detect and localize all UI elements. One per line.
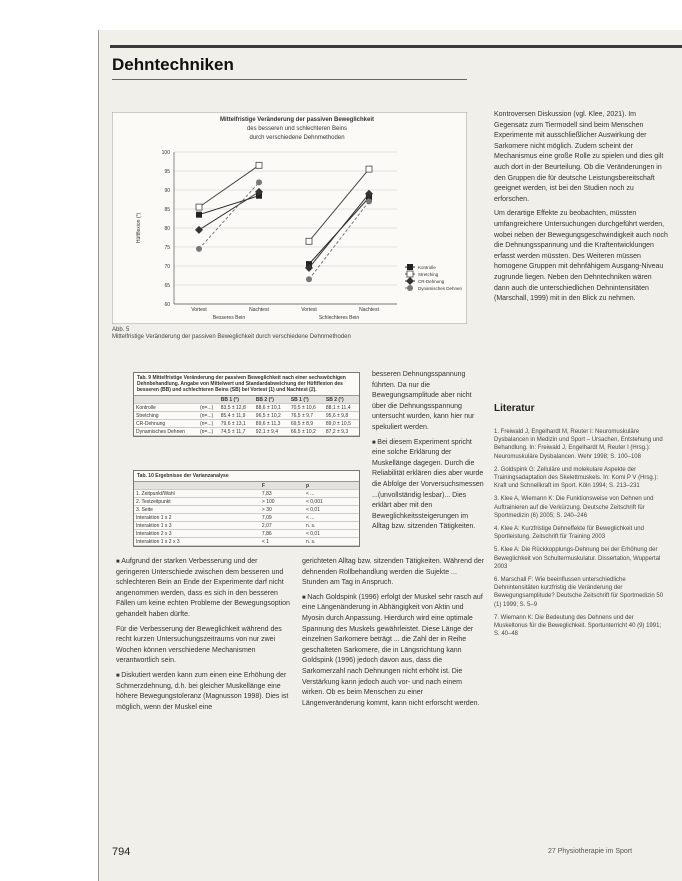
table-cell: 2. Testzeitpunkt: [134, 498, 260, 506]
chart-title-line: Mittelfristige Veränderung der passiven Beweglichkeit: [219, 117, 375, 123]
literature-item: 5. Klee A: Die Rückkopplungs-Dehnung bei der Erhöhung der Beweglichkeit von Schultermuskulatur. Dissertation, Wuppertal 2003: [494, 547, 661, 570]
y-tick-label: 100: [161, 150, 170, 156]
y-tick-label: 60: [164, 302, 170, 308]
figure-caption-label: Abb. 5: [112, 327, 130, 333]
table-row: [134, 412, 359, 420]
table-caption: Tab. 10 Ergebnisse der Varianzanalyse: [134, 471, 359, 482]
table-cell: 87,2 ± 9,3: [324, 428, 359, 436]
x-tick-label: Vortest: [191, 307, 207, 313]
table-header-cell: F: [260, 482, 304, 490]
literature-list: [494, 428, 668, 643]
right-column-paragraph: Kontroversen Diskussion (vgl. Klee, 2021). Im Gegensatz zum Tiermodell sind beim Menschen Experimente mit ausschließlicher Auswirkung der Sarkomere nicht möglich. Zudem scheint der Mechanismus eine große Rolle zu spielen und dies gilt auch dort in der Beurteilung. Ob die Veränderungen in den Gruppen die für deutsche Leistungsbereitschaft geeignet werden, ist bei den Studien noch zu erforschen.: [494, 111, 664, 203]
table-header-cell: [198, 396, 219, 404]
title-rule: [112, 79, 467, 80]
left-column-paragraph: ■ Diskutiert werden kann zum einen eine Erhöhung der Schmerzdehnung, d.h. bei gleicher Muskellänge eine höhere Bewegungstoleranz (Magnusson 1998). Dies ist möglich, wenn der Muskel eine: [116, 671, 292, 713]
table-header-cell: BB 1 (°): [219, 396, 254, 404]
data-point: [407, 271, 413, 277]
left-column-paragraph: Für die Verbesserung der Beweglichkeit während des recht kurzen Untersuchungszeitraums von nur zwei Wochen können verschiedene Mechanismen verantwortlich sein.: [116, 625, 282, 665]
table-header-cell: [134, 482, 260, 490]
data-point: [366, 166, 372, 172]
left-column-paragraph: ■ Aufgrund der starken Verbesserung und der geringeren Unterschiede zwischen dem besseren und schlechteren Bein an Ende der Experimente darf nicht angenommen werden, dass es sich in den besseren Fällen um keine echten Probleme der Bewegungsoption gehandelt haben dürfte.: [116, 557, 292, 621]
y-tick-label: 90: [164, 188, 170, 194]
table-cell: 92,1 ± 9,4: [254, 428, 289, 436]
table-cell: < 0,01: [304, 530, 359, 538]
data-point: [407, 264, 413, 270]
table-cell: 85,4 ± 11,9: [219, 412, 254, 420]
table-cell: 2,07: [260, 522, 304, 530]
middle-column-paragraph: ■ Bei diesem Experiment spricht eine solche Erklärung der Muskellänge dagegen. Durch die Reliabilität erklären dies aber wurde die Abfolge der Vorversuchsmessen ...(unvollständig lesbar)... Dies erklärt aber mit den Beweglichkeitssteigerungen im Alltag bzw. sitzenden Tätigkeiten.: [372, 438, 484, 533]
middle-column-bottom-paragraph: ■ Nach Goldspink (1996) erfolgt der Muskel sehr rasch auf eine Längenänderung in Abhängigkeit von Aktin und Myosin durch Anpassung. Hierdurch wird eine optimale Spannung des Muskels gewährleistet. Diese Länge der einzelnen Sarkomere beträgt ... die Zahl der in Reihe geschalteten Sarkomere, die in Längsrichtung kann Goldspink (1996) jedoch davon aus, dass die Sarkomerzahl nach Dehnungen nicht erhöht ist. Die Verstärkung kann jedoch auch vor- und nach einem wirken. Ob es beim Menschen zu einer Längenveränderung kommt, kann nicht erforscht werden.: [302, 593, 484, 710]
legend-label: Kontrolle: [418, 265, 436, 270]
table-cell: 95,6 ± 9,8: [324, 412, 359, 420]
table-cell: (n=...): [198, 428, 219, 436]
data-point: [256, 179, 262, 185]
table-header-cell: BB 2 (°): [254, 396, 289, 404]
table-row: [134, 428, 359, 436]
header-bar: [110, 45, 682, 48]
anova-table: [133, 470, 360, 547]
middle-column-bottom: [302, 557, 484, 713]
y-tick-label: 95: [164, 169, 170, 175]
table-cell: 70,5 ± 10,6: [289, 404, 324, 412]
literature-item: 1. Freiwald J, Engelhardt M, Reuter I: Neuromuskuläre Dysbalancen in Medizin und Sport – Ursachen, Entstehung und Behandlung. In: Freiwald J, Engelhardt M, Reuter I (Hrsg.): Neuromuskuläre Dysbalancen. Wehr 1998; S. 100–108: [494, 429, 663, 460]
table-cell: 1. Zeitpunkt/Wahl: [134, 490, 260, 498]
table-cell: 89,6 ± 11,3: [254, 420, 289, 428]
table-cell: n. s.: [304, 522, 359, 530]
page-number: 794: [112, 846, 131, 858]
right-column: [494, 110, 668, 309]
table-cell: 7,09: [260, 514, 304, 522]
table-row: [134, 404, 359, 412]
table-cell: 3. Seite: [134, 506, 260, 514]
literature-item: 2. Goldspink G: Zelluläre und molekulare Aspekte der Trainingsadaptation des Skelettmuskels. In: Komi P V (Hrsg.): Kraft und Schnellkraft im Sport. Köln 1994; S. 213–231: [494, 466, 659, 490]
table-row: [134, 506, 359, 514]
right-column-paragraph: Um derartige Effekte zu beobachten, müssten umfangreichere Untersuchungen durchgeführt werden, wobei neben der Bewegungsgeschwindigkeit auch noch die Dehnungsspannung und die Kraftentwicklungen erfasst werden müssten. Des Weiteren müssen homogene Gruppen mit dehnfähigem Ausgang-Niveau zugrunde liegen. Neben den Dehntechniken wären dann auch die unterschiedlichen Dehnintensitäten (Marschall, 1999) mit in den Blick zu nehmen.: [494, 210, 668, 303]
table-cell: 89,0 ± 10,5: [324, 420, 359, 428]
table-cell: n. s.: [304, 538, 359, 546]
middle-column-top: [372, 370, 484, 537]
table-cell: 76,5 ± 9,7: [289, 412, 324, 420]
literature-item: 7. Wiemann K: Die Bedeutung des Dehnens und der Muskeltonus für die Beweglichkeit. Sportunterricht 40 (9) 1991; S. 40–48: [494, 614, 662, 638]
figure-caption: [112, 327, 467, 341]
data-point: [306, 238, 312, 244]
table-cell: < ...: [304, 490, 359, 498]
table-cell: 69,5 ± 8,9: [289, 420, 324, 428]
y-axis-label: Hüftflexion (°): [136, 212, 142, 244]
table-cell: Interaktion 1 x 2 x 3: [134, 538, 260, 546]
table-cell: 88,6 ± 10,1: [254, 404, 289, 412]
table-cell: 7,83: [260, 490, 304, 498]
table-caption: Tab. 9 Mittelfristige Veränderung der passiven Beweglichkeit nach einer sechswöchigen Dehnbehandlung. Angabe von Mittelwert und Standardabweichung der Hüftflexion des besseren (BB) und schlechteren Beins (SB) bei Vortest (1) und Nachtest (2).: [134, 373, 359, 396]
middle-column-paragraph: besseren Dehnungsspannung führten. Da nur die Bewegungsamplitude aber nicht über die Dehnungsspannung untersucht wurden, kann hier nur spekuliert werden.: [372, 371, 475, 431]
table-cell: 66,5 ± 10,2: [289, 428, 324, 436]
data-point: [366, 198, 372, 204]
results-table: [133, 372, 360, 437]
data-point: [196, 212, 202, 218]
table-cell: (n=...): [198, 412, 219, 420]
table-cell: (n=...): [198, 404, 219, 412]
literature-item: 4. Klee A: Kurzfristige Dehneffekte für Beweglichkeit und Sportleistung. Zeitschrift für Training 2003: [494, 526, 644, 541]
x-tick-label: Vortest: [301, 307, 317, 313]
table-row: [134, 490, 359, 498]
table-cell: CR-Dehnung: [134, 420, 198, 428]
literature-item: 6. Marschall F: Wie beeinflussen unterschiedliche Dehnintensitäten kurzfristig die Veränderung der Bewegungsamplitude? Deutsche Zeitschrift für Sportmedizin 50 (1) 1999; S. 5–9: [494, 577, 664, 608]
table-cell: 74,5 ± 11,7: [219, 428, 254, 436]
y-tick-label: 65: [164, 283, 170, 289]
legend-label: Stretching: [418, 272, 439, 277]
running-footer: 27 Physiotherapie im Sport: [548, 848, 633, 855]
table-header-cell: p: [304, 482, 359, 490]
table-row: [134, 514, 359, 522]
y-tick-label: 80: [164, 226, 170, 232]
table-cell: 79,6 ± 13,1: [219, 420, 254, 428]
table-cell: 88,1 ± 11,4: [324, 404, 359, 412]
x-tick-label: Nachtest: [359, 307, 379, 313]
table-header-cell: SB 1 (°): [289, 396, 324, 404]
literature-item: 3. Klee A, Wiemann K: Die Funktionsweise von Dehnen und Auftrainieren auf die Verkürzung. Deutsche Zeitschrift für Sportmedizin (6) 2005; S. 240–246: [494, 496, 654, 519]
literature-heading: Literatur: [494, 403, 535, 414]
table-cell: 83,5 ± 12,8: [219, 404, 254, 412]
chart-frame: [112, 112, 467, 324]
data-point: [196, 204, 202, 210]
table-cell: Kontrolle: [134, 404, 198, 412]
table-cell: < ...: [304, 514, 359, 522]
y-tick-label: 75: [164, 245, 170, 251]
group-label: Besseres Bein: [212, 315, 246, 321]
group-label: Schlechteres Bein: [318, 315, 360, 321]
table-cell: < 1: [260, 538, 304, 546]
legend-label: Dynamisches Dehnen: [418, 286, 463, 291]
middle-column-bottom-paragraph: gerichteten Alltag bzw. sitzenden Tätigkeiten. Während der dehnenden Rollbehandlung werden die Sujekte ... Stunden am Tag in Anspruch.: [302, 558, 484, 587]
table-cell: Dynamisches Dehnen: [134, 428, 198, 436]
table-header-cell: SB 2 (°): [324, 396, 359, 404]
table-row: [134, 530, 359, 538]
table-cell: Interaktion 2 x 3: [134, 530, 260, 538]
table-row: [134, 522, 359, 530]
y-tick-label: 70: [164, 264, 170, 270]
table-cell: < 0,001: [304, 498, 359, 506]
table-cell: (n=...): [198, 420, 219, 428]
table-row: [134, 420, 359, 428]
table-cell: 96,5 ± 10,2: [254, 412, 289, 420]
table-cell: Stretching: [134, 412, 198, 420]
table-cell: > 30: [260, 506, 304, 514]
figure-caption-text: Mittelfristige Veränderung der passiven Beweglichkeit durch verschiedene Dehnmethoden: [112, 334, 351, 340]
table-cell: < 0,01: [304, 506, 359, 514]
figure-chart: [112, 112, 467, 324]
data-point: [196, 246, 202, 252]
data-point: [256, 162, 262, 168]
page-title: Dehntechniken: [112, 55, 234, 74]
chart-title-line: durch verschiedene Dehnmethoden: [249, 135, 345, 141]
line-chart: [112, 112, 467, 324]
table-cell: > 100: [260, 498, 304, 506]
table-row: [134, 538, 359, 546]
data-point: [306, 276, 312, 282]
data-point: [407, 285, 413, 291]
y-tick-label: 85: [164, 207, 170, 213]
x-tick-label: Nachtest: [249, 307, 269, 313]
table-cell: Interaktion 1 x 3: [134, 522, 260, 530]
table-row: [134, 498, 359, 506]
table-cell: Interaktion 1 x 2: [134, 514, 260, 522]
table-cell: 7,86: [260, 530, 304, 538]
chart-title-line: des besseren und schlechteren Beins: [246, 126, 348, 132]
left-column: [116, 557, 292, 717]
table-header-cell: [134, 396, 198, 404]
legend-label: CR-Dehnung: [418, 279, 445, 284]
